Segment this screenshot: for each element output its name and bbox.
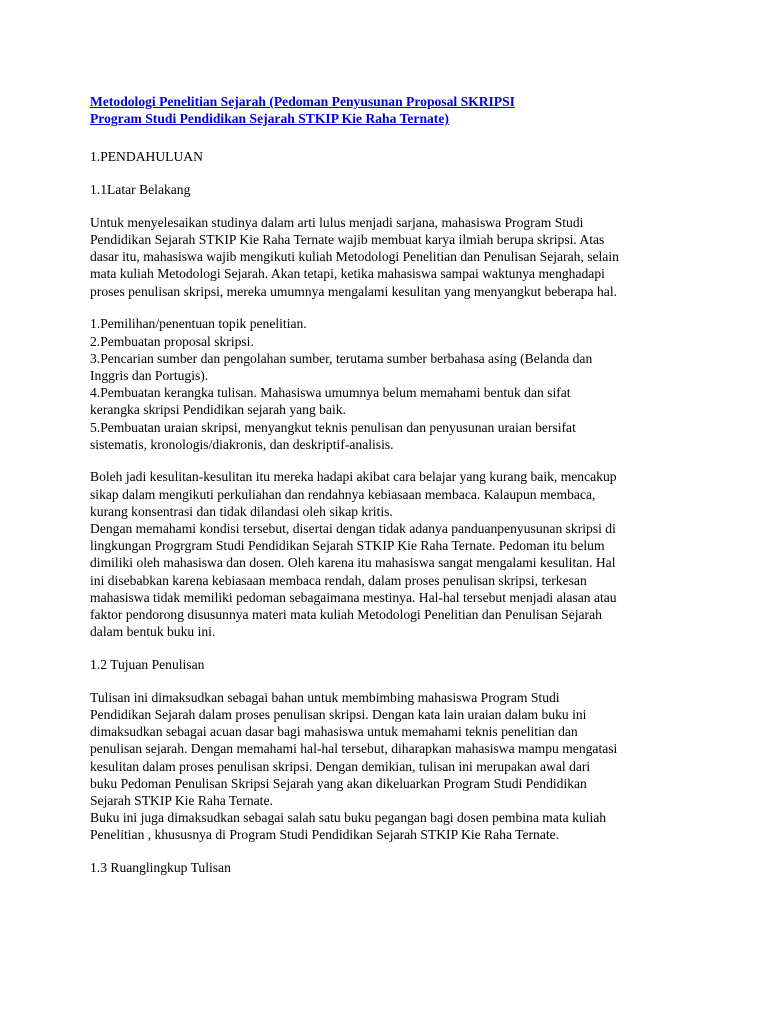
paragraph-line: kurang konsentrasi dan tidak dilandasi oleh sikap kritis. bbox=[90, 503, 393, 519]
list-item: 4.Pembuatan kerangka tulisan. Mahasiswa umumnya belum memahami bentuk dan sifat bbox=[90, 385, 571, 401]
paragraph-line: ini disebabkan karena kebiasaan membaca rendah, dalam proses penulisan skripsi, terkesan bbox=[90, 572, 587, 588]
paragraph-line: Untuk menyelesaikan studinya dalam arti lulus menjadi sarjana, mahasiswa Program Studi bbox=[90, 214, 584, 230]
paragraph-tujuan bbox=[90, 689, 690, 844]
paragraph-line: Boleh jadi kesulitan-kesulitan itu mereka hadapi akibat cara belajar yang kurang baik, mencakup bbox=[90, 469, 617, 485]
list-item: Inggris dan Portugis). bbox=[90, 367, 209, 383]
paragraph-line: dalam bentuk buku ini. bbox=[90, 624, 216, 640]
title-line: Metodologi Penelitian Sejarah (Pedoman Penyusunan Proposal SKRIPSI bbox=[90, 94, 515, 109]
paragraph-line: Tulisan ini dimaksudkan sebagai bahan untuk membimbing mahasiswa Program Studi bbox=[90, 689, 560, 705]
paragraph-line: Penelitian , khususnya di Program Studi Pendidikan Sejarah STKIP Kie Raha Ternate. bbox=[90, 827, 560, 843]
subsection-heading-tujuan bbox=[90, 656, 690, 673]
heading-text: 1.2 Tujuan Penulisan bbox=[90, 656, 205, 672]
list-item: 1.Pemilihan/penentuan topik penelitian. bbox=[90, 316, 307, 332]
paragraph-line: dimaksudkan sebagai acuan dasar bagi mahasiswa untuk memahami teknis penelitian dan bbox=[90, 724, 578, 740]
paragraph-line: Sejarah STKIP Kie Raha Ternate. bbox=[90, 792, 273, 808]
list-item: sistematis, kronologis/diakronis, dan deskriptif-analisis. bbox=[90, 436, 394, 452]
list-item: 3.Pencarian sumber dan pengolahan sumber, terutama sumber berbahasa asing (Belanda dan bbox=[90, 350, 593, 366]
paragraph-line: kesulitan dalam proses penulisan skripsi. Dengan demikian, tulisan ini merupakan awal dari bbox=[90, 758, 591, 774]
paragraph-line: Buku ini juga dimaksudkan sebagai salah satu buku pegangan bagi dosen pembina mata kuliah bbox=[90, 810, 607, 826]
paragraph-line: proses penulisan skripsi, mereka umumnya mengalami kesulitan yang menyangkut beberapa hal. bbox=[90, 283, 617, 299]
paragraph-line: mata kuliah Metodologi Sejarah. Akan tetapi, ketika mahasiswa sampai waktunya menghadapi bbox=[90, 266, 605, 282]
section-heading-pendahuluan bbox=[90, 148, 690, 165]
list-item: kerangka skripsi Pendidikan sejarah yang baik. bbox=[90, 402, 346, 418]
paragraph-line: Pendidikan Sejarah dalam proses penulisan skripsi. Dengan kata lain uraian dalam buku ini bbox=[90, 706, 587, 722]
paragraph-line: faktor pendorong disusunnya materi mata kuliah Metodologi Penelitian dan Penulisan Sejarah bbox=[90, 607, 602, 623]
difficulty-list bbox=[90, 315, 690, 453]
list-item: 5.Pembuatan uraian skripsi, menyangkut teknis penulisan dan penyusunan uraian bersifat bbox=[90, 419, 576, 435]
heading-text: 1.3 Ruanglingkup Tulisan bbox=[90, 860, 231, 876]
heading-text: 1.1Latar Belakang bbox=[90, 182, 191, 198]
paragraph-line: penulisan sejarah. Dengan memahami hal-hal tersebut, diharapkan mahasiswa mampu mengatasi bbox=[90, 741, 618, 757]
subsection-heading-ruanglingkup bbox=[90, 859, 690, 876]
subsection-heading-latar-belakang bbox=[90, 181, 690, 198]
paragraph-line: sikap dalam mengikuti perkuliahan dan rendahnya kebiasaan membaca. Kalaupun membaca, bbox=[90, 486, 596, 502]
paragraph-line: lingkungan Progrgram Studi Pendidikan Sejarah STKIP Kie Raha Ternate. Pedoman itu belum bbox=[90, 538, 605, 554]
paragraph-line: dimiliki oleh mahasiswa dan dosen. Oleh karena itu mahasiswa sangat mengalami kesulitan. Hal bbox=[90, 555, 616, 571]
paragraph-kesulitan bbox=[90, 468, 690, 640]
document-title-link[interactable] bbox=[90, 93, 690, 127]
paragraph-line: Dengan memahami kondisi tersebut, disertai dengan tidak adanya panduanpenyusunan skripsi di bbox=[90, 521, 616, 537]
paragraph-intro bbox=[90, 214, 690, 300]
heading-text: 1.PENDAHULUAN bbox=[90, 149, 203, 165]
paragraph-line: Pendidikan Sejarah STKIP Kie Raha Ternate wajib membuat karya ilmiah berupa skripsi. Atas bbox=[90, 232, 605, 248]
paragraph-line: buku Pedoman Penulisan Skripsi Sejarah yang akan dikeluarkan Program Studi Pendidikan bbox=[90, 775, 587, 791]
list-item: 2.Pembuatan proposal skripsi. bbox=[90, 333, 254, 349]
paragraph-line: mahasiswa tidak memiliki pedoman sebagaimana mestinya. Hal-hal tersebut menjadi alasan atau bbox=[90, 589, 617, 605]
title-line: Program Studi Pendidikan Sejarah STKIP Kie Raha Ternate) bbox=[90, 111, 449, 127]
document-page bbox=[90, 93, 690, 892]
paragraph-line: dasar itu, mahasiswa wajib mengikuti kuliah Metodologi Penelitian dan Penulisan Sejarah, selain bbox=[90, 249, 619, 265]
